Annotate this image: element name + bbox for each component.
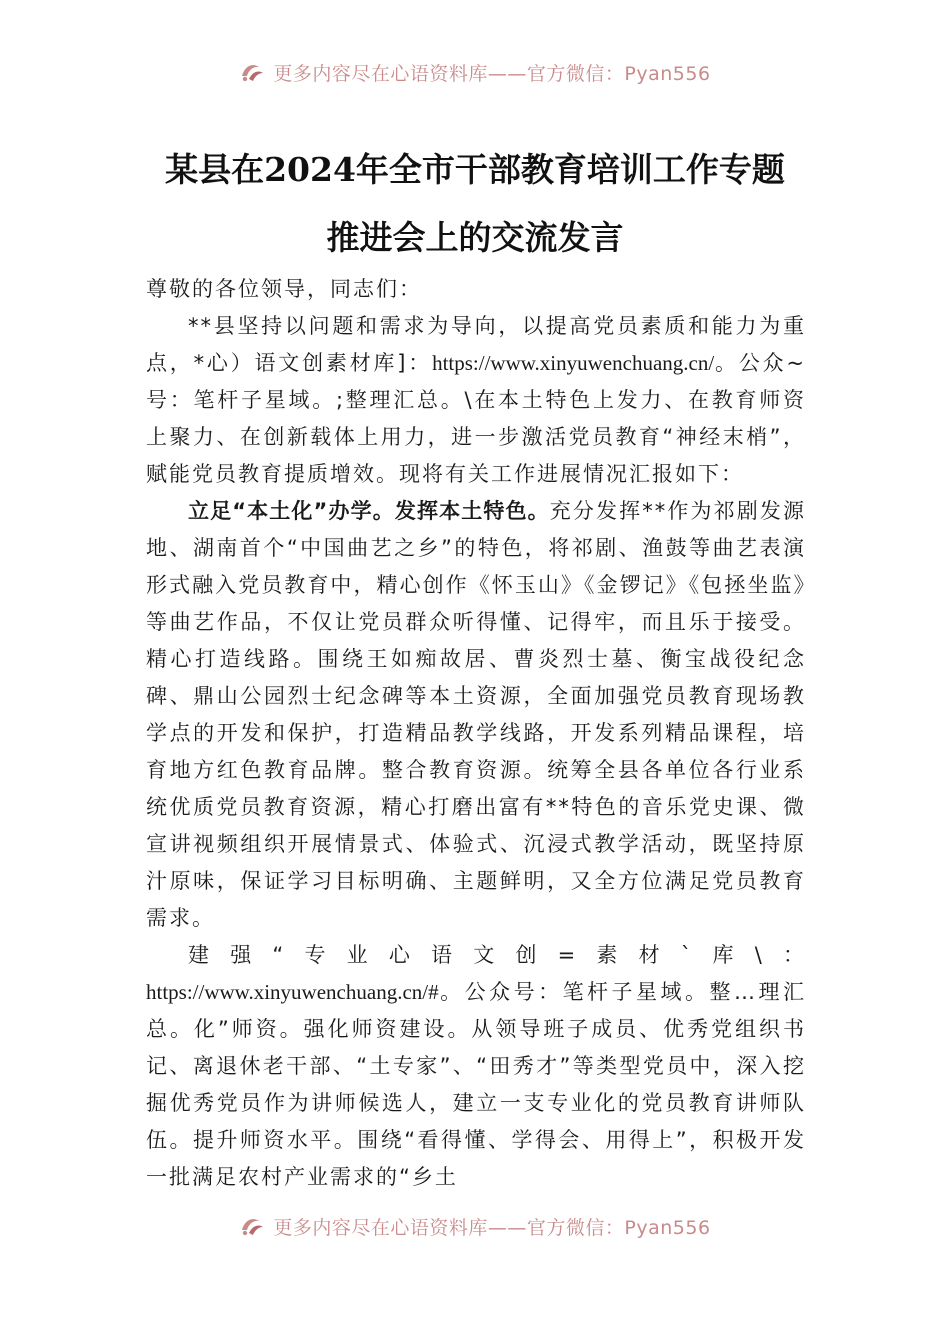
- watermark-text: 更多内容尽在心语资料库——官方微信：Pyan556: [273, 62, 711, 85]
- footer-watermark: [0, 1208, 950, 1244]
- paragraph-teachers-text-a: 建强“专业心语文创=素材`库\：: [188, 943, 806, 967]
- paragraph-teachers: [146, 937, 806, 1196]
- paragraph-localization: [146, 493, 806, 937]
- paragraph-teachers-text-b: 。公众号：笔杆子星域。整…理汇总。化”师资。强化师资建设。从领导班子成员、优秀党组织书记、离退休老干部、“土专家”、“田秀才”等类型党员中，深入挖掘优秀党员作为讲师候选人，建立一支专业化的党员教育讲师队伍。提升师资水平。围绕“看得懂、学得会、用得上”，积极开发一批满足农村产业需求的“乡土: [146, 980, 806, 1189]
- paragraph-intro-text-b: 。公众~号：笔杆子星域。;整理汇总。\在本土特色上发力、在教育师资上聚力、在创新载体上用力，进一步激活党员教育“神经末梢”，赋能党员教育提质增效。现将有关工作进展情况汇报如下：: [146, 351, 806, 486]
- document-title-line-2: 推进会上的交流发言: [326, 218, 624, 257]
- document-body: [146, 271, 806, 1196]
- paragraph-intro-text-a: **县坚持以问题和需求为导向，以提高党员素质和能力为重点，*心）语文创素材库]：: [146, 314, 806, 375]
- paragraph-localization-heading: 立足“本土化”办学。发挥本土特色。: [188, 499, 550, 523]
- paragraph-localization-text: 充分发挥**作为祁剧发源地、湖南首个“中国曲艺之乡”的特色，将祁剧、渔鼓等曲艺表演形式融入党员教育中，精心创作《怀玉山》《金锣记》《包拯坐监》等曲艺作品，不仅让党员群众听得懂、记得牢，而且乐于接受。精心打造线路。围绕王如痴故居、曹炎烈士墓、衡宝战役纪念碑、鼎山公园烈士纪念碑等本土资源，全面加强党员教育现场教学点的开发和保护，打造精品教学线路，开发系列精品课程，培育地方红色教育品牌。整合教育资源。统筹全县各单位各行业系统优质党员教育资源，精心打磨出富有**特色的音乐党史课、微宣讲视频组织开展情景式、体验式、沉浸式教学活动，既坚持原汁原味，保证学习目标明确、主题鲜明，又全方位满足党员教育需求。: [146, 499, 807, 930]
- paragraph-teachers-url: https://www.xinyuwenchuang.cn/#: [146, 980, 439, 1004]
- header-watermark: [0, 54, 950, 90]
- paragraph-intro-url: https://www.xinyuwenchuang.cn/: [432, 351, 715, 375]
- paragraph-intro: [146, 308, 806, 493]
- salutation: 尊敬的各位领导，同志们：: [146, 277, 422, 301]
- brand-logo-icon: [239, 61, 265, 83]
- watermark-text: 更多内容尽在心语资料库——官方微信：Pyan556: [273, 1216, 711, 1239]
- document-title-line-1: 某县在2024年全市干部教育培训工作专题: [165, 150, 785, 189]
- brand-logo-icon: [239, 1215, 265, 1237]
